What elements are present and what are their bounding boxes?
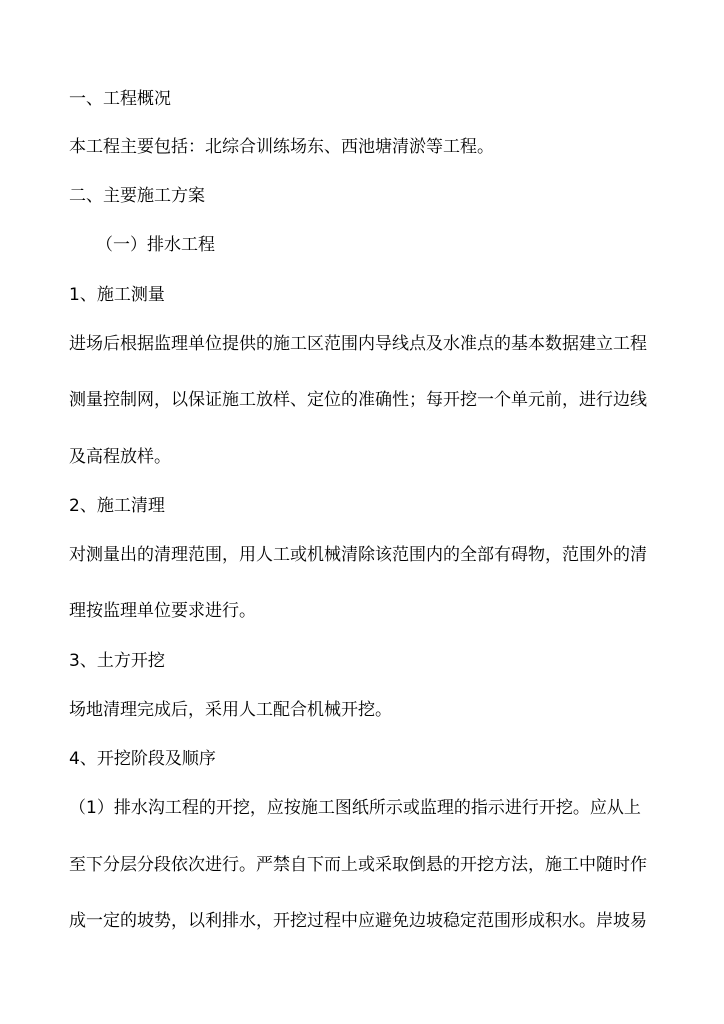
paragraph-line: 及高程放样。	[69, 447, 171, 467]
paragraph-line: 场地清理完成后，采用人工配合机械开挖。	[69, 700, 392, 720]
paragraph-line: 成一定的坡势，以利排水，开挖过程中应避免边坡稳定范围形成积水。岸坡易	[69, 911, 647, 931]
item-heading-excavation: 3、土方开挖	[69, 651, 165, 671]
overview-text: 本工程主要包括：北综合训练场东、西池塘清淤等工程。	[69, 137, 494, 157]
section-heading-plan: 二、主要施工方案	[69, 186, 205, 206]
paragraph-line: 对测量出的清理范围，用人工或机械清除该范围内的全部有碍物，范围外的清	[69, 545, 647, 565]
item-heading-stages: 4、开挖阶段及顺序	[69, 749, 216, 769]
section-heading-overview: 一、工程概况	[69, 89, 171, 109]
item-heading-clearing: 2、施工清理	[69, 496, 165, 516]
paragraph-line: （1）排水沟工程的开挖，应按施工图纸所示或监理的指示进行开挖。应从上	[69, 798, 641, 818]
paragraph-line: 进场后根据监理单位提供的施工区范围内导线点及水准点的基本数据建立工程	[69, 334, 647, 354]
paragraph-line: 至下分层分段依次进行。严禁自下而上或采取倒悬的开挖方法，施工中随时作	[69, 855, 647, 875]
paragraph-line: 理按监理单位要求进行。	[69, 601, 256, 621]
subsection-heading-drainage: （一）排水工程	[96, 235, 215, 255]
paragraph-line: 测量控制网，以保证施工放样、定位的准确性；每开挖一个单元前，进行边线	[69, 390, 647, 410]
item-heading-survey: 1、施工测量	[69, 285, 165, 305]
